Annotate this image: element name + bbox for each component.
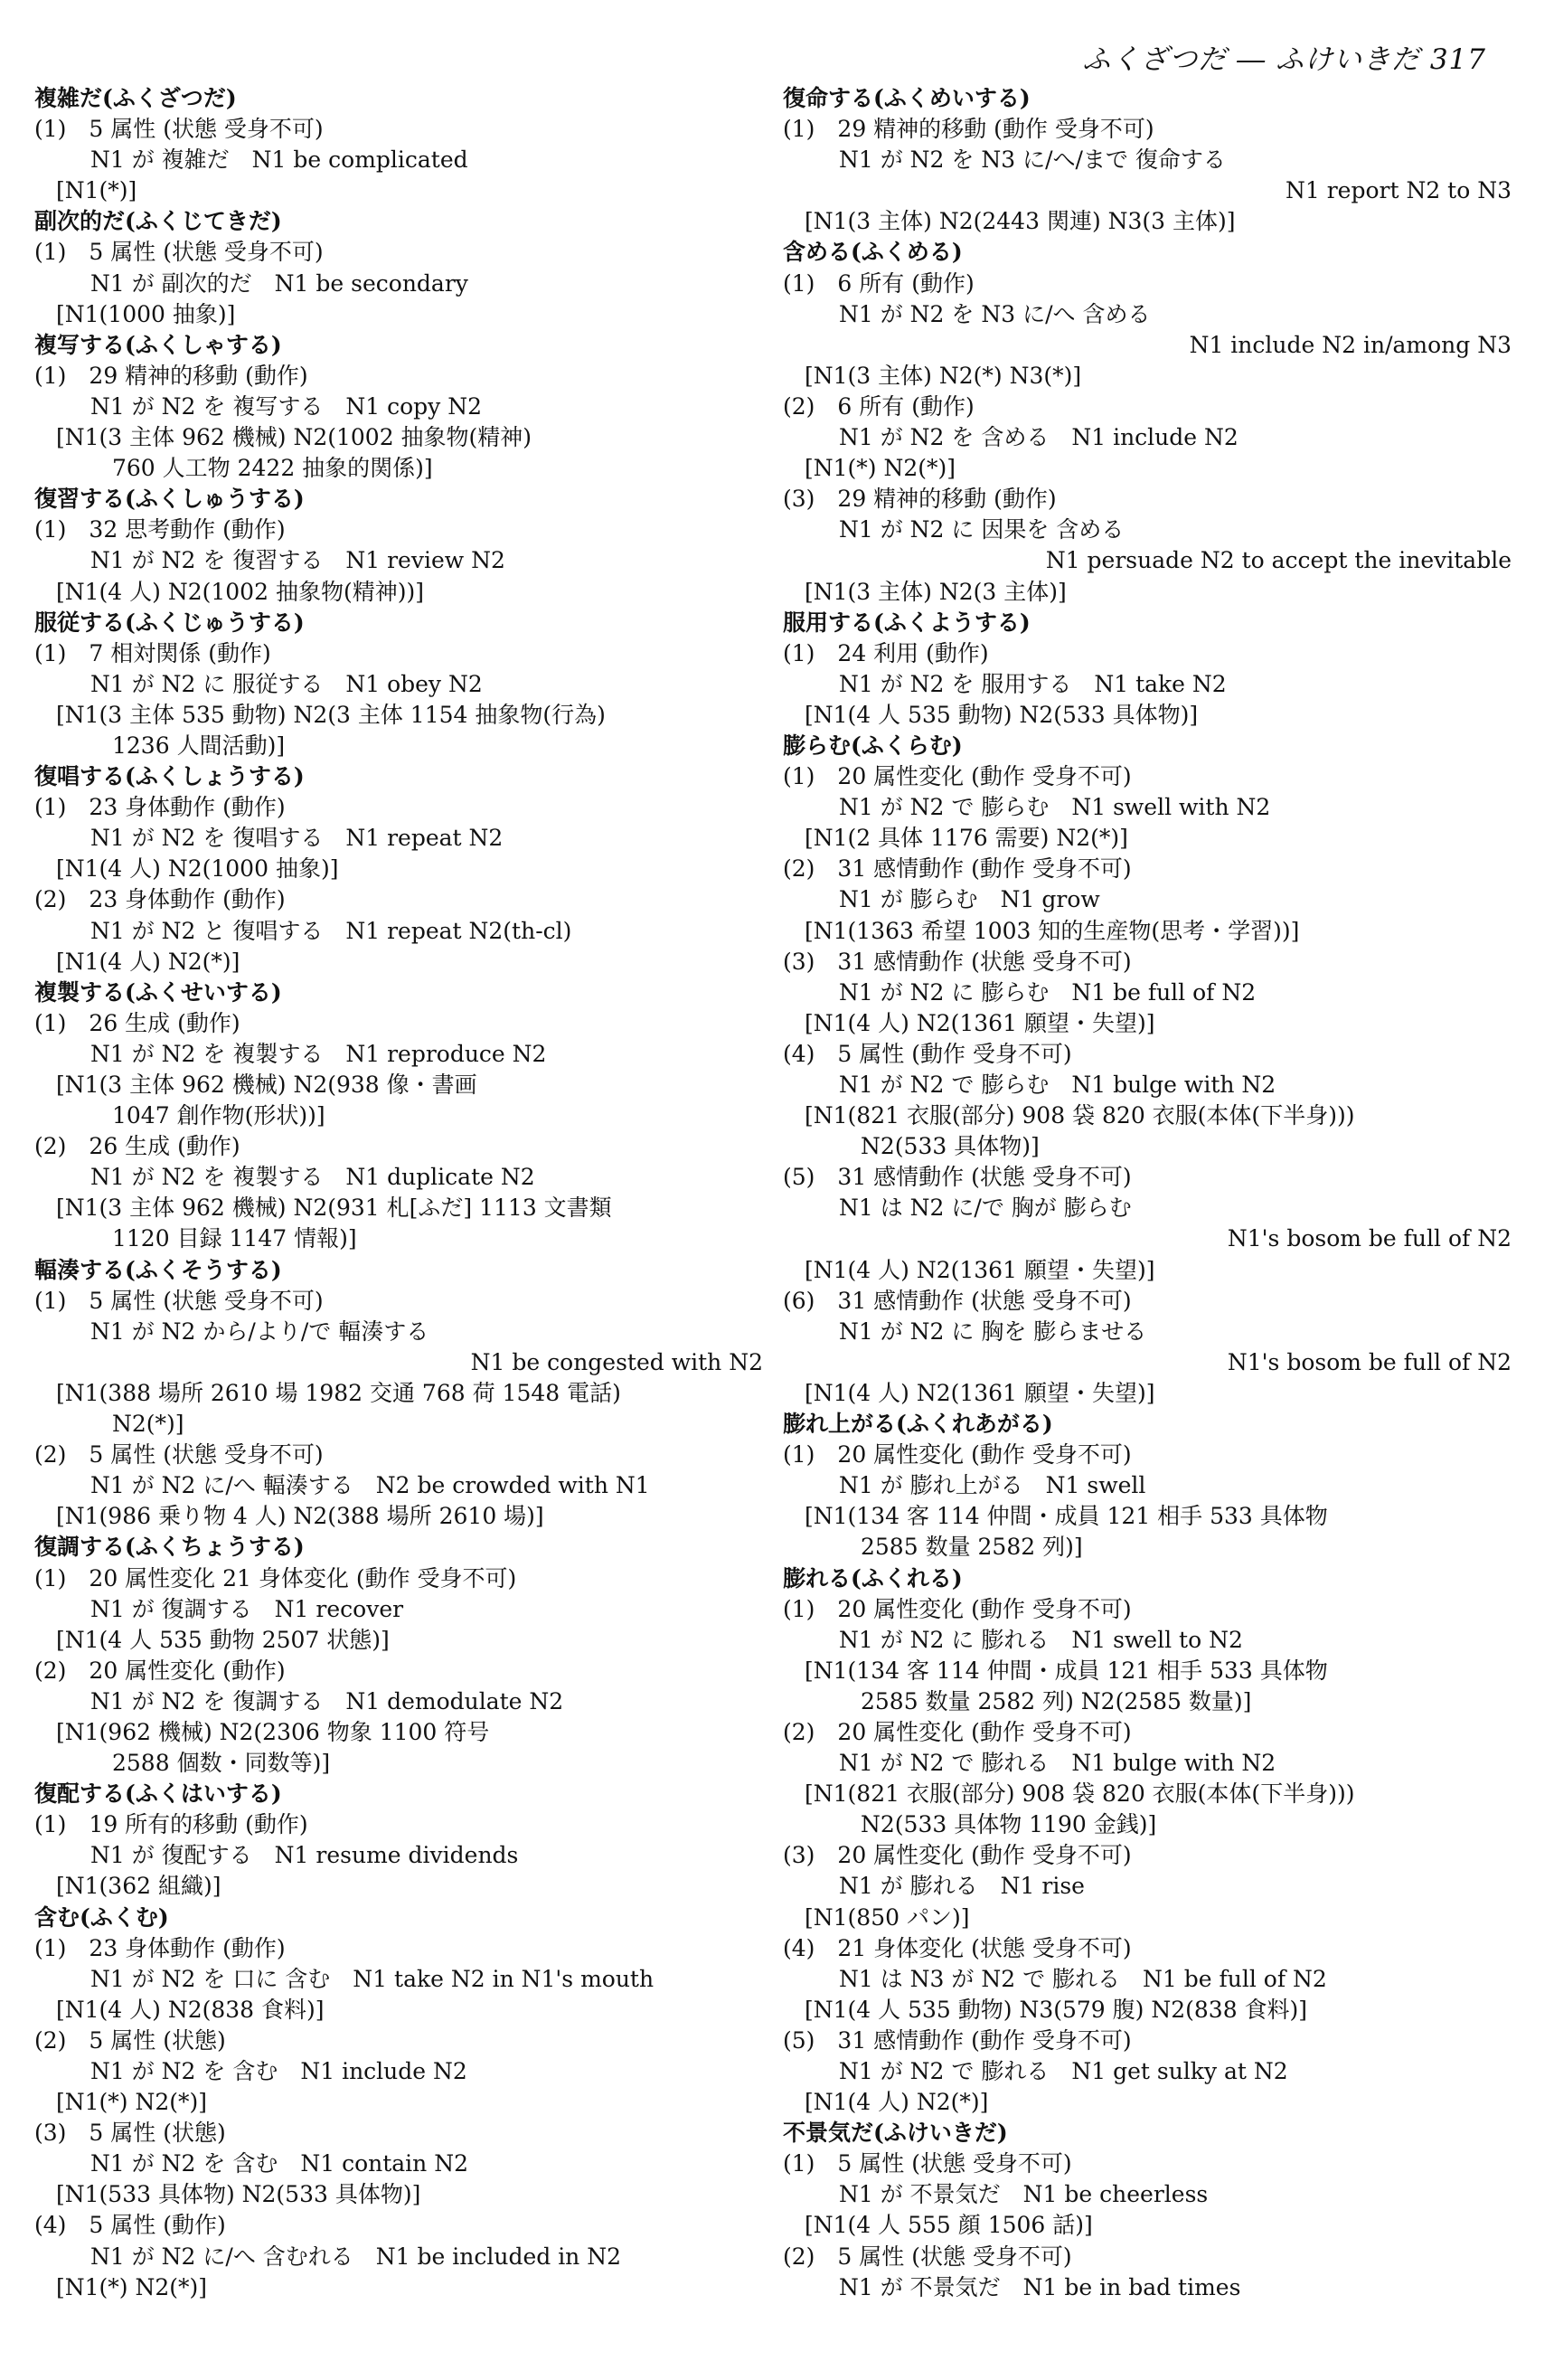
sense-line: (1) 20 属性変化 (動作 受身不可) [783,1441,1132,1469]
constraint-line: [N1(388 場所 2610 場 1982 交通 768 荷 1548 電話) [56,1379,621,1406]
constraint-line: [N1(2 具体 1176 需要) N2(*)] [805,825,1128,852]
constraint-continuation: 2585 数量 2582 列)] [861,1534,1083,1561]
pattern-line: N1 が 膨らむ N1 grow [839,886,1100,913]
sense-line: (1) 32 思考動作 (動作) [34,516,286,543]
entry-headword: 輻湊する(ふくそうする) [34,1256,282,1283]
pattern-line: N1 が N2 を N3 に/へ/まで 復命する [839,146,1226,174]
translation-line: N1 include N2 in/among N3 [1189,331,1512,358]
sense-line: (2) 26 生成 (動作) [34,1133,240,1160]
pattern-line: N1 が N2 を 含める N1 include N2 [839,424,1238,451]
pattern-line: N1 が 複雑だ N1 be complicated [90,146,468,174]
sense-line: (1) 20 属性変化 (動作 受身不可) [783,1595,1132,1622]
entry-headword: 複写する(ふくしゃする) [34,331,282,358]
sense-line: (1) 20 属性変化 (動作 受身不可) [783,763,1132,790]
pattern-line: N1 が N2 と 復唱する N1 repeat N2(th-cl) [90,917,572,944]
sense-line: (1) 5 属性 (状態 受身不可) [783,2150,1072,2177]
entry-headword: 復命する(ふくめいする) [783,85,1031,111]
constraint-line: [N1(4 人 535 動物) N2(533 具体物)] [805,701,1199,728]
constraint-line: [N1(4 人) N2(1361 願望・失望)] [805,1256,1155,1283]
pattern-line: N1 が 復調する N1 recover [90,1595,404,1622]
sense-line: (1) 29 精神的移動 (動作 受身不可) [783,116,1154,143]
pattern-line: N1 が N2 を 複製する N1 duplicate N2 [90,1164,535,1191]
pattern-line: N1 が 不景気だ N1 be cheerless [839,2181,1209,2208]
sense-line: (2) 5 属性 (状態) [34,2026,226,2054]
constraint-continuation: 2585 数量 2582 列) N2(2585 数量)] [861,1687,1252,1714]
pattern-line: N1 が N2 を 複製する N1 reproduce N2 [90,1040,547,1067]
translation-line: N1 persuade N2 to accept the inevitable [1045,547,1512,574]
sense-line: (4) 21 身体変化 (状態 受身不可) [783,1934,1132,1961]
constraint-line: [N1(4 人 535 動物 2507 状態)] [56,1626,390,1653]
entry-headword: 複雑だ(ふくざつだ) [34,85,237,111]
constraint-line: [N1(*) N2(*)] [56,2273,208,2300]
sense-line: (1) 20 属性変化 21 身体変化 (動作 受身不可) [34,1564,517,1591]
pattern-line: N1 が 副次的だ N1 be secondary [90,269,468,297]
running-header: ふくざつだ ― ふけいきだ 317 [1082,43,1486,76]
entry-headword: 服用する(ふくようする) [783,609,1031,636]
constraint-line: [N1(1000 抽象)] [56,300,236,327]
entry-headword: 膨れ上がる(ふくれあがる) [783,1411,1053,1438]
constraint-line: [N1(362 組織)] [56,1873,221,1900]
pattern-line: N1 が N2 で 膨らむ N1 bulge with N2 [839,1072,1276,1098]
constraint-line: [N1(4 人) N2(1361 願望・失望)] [805,1379,1155,1406]
entry-headword: 復習する(ふくしゅうする) [34,486,305,513]
entry-headword: 不景気だ(ふけいきだ) [783,2120,1008,2147]
sense-line: (1) 19 所有的移動 (動作) [34,1811,308,1838]
constraint-line: [N1(134 客 114 仲間・成員 121 相手 533 具体物 [805,1657,1328,1684]
constraint-line: [N1(4 人 555 顔 1506 話)] [805,2212,1093,2239]
constraint-line: [N1(3 主体) N2(2443 関連) N3(3 主体)] [805,208,1236,235]
pattern-line: N1 が N2 を 復唱する N1 repeat N2 [90,825,504,852]
sense-line: (2) 31 感情動作 (動作 受身不可) [783,855,1132,883]
translation-line: N1's bosom be full of N2 [1227,1348,1512,1375]
constraint-line: [N1(4 人) N2(838 食料)] [56,1996,325,2023]
pattern-line: N1 が N2 で 膨れる N1 get sulky at N2 [839,2058,1288,2084]
sense-line: (1) 26 生成 (動作) [34,1009,240,1036]
constraint-continuation: 1047 創作物(形状))] [112,1102,325,1129]
entry-headword: 復唱する(ふくしょうする) [34,763,305,790]
constraint-continuation: N2(*)] [112,1411,184,1438]
sense-line: (3) 29 精神的移動 (動作) [783,486,1057,513]
pattern-line: N1 が 復配する N1 resume dividends [90,1842,519,1869]
constraint-line: [N1(4 人) N2(1000 抽象)] [56,855,339,883]
sense-line: (2) 5 属性 (状態 受身不可) [34,1441,324,1469]
constraint-continuation: N2(533 具体物)] [861,1133,1040,1160]
constraint-line: [N1(533 具体物) N2(533 具体物)] [56,2181,421,2208]
pattern-line: N1 が N2 を 口に 含む N1 take N2 in N1's mouth [90,1965,655,1992]
pattern-line: N1 が N2 に/へ 含むれる N1 be included in N2 [90,2243,622,2270]
pattern-line: N1 が N2 で 膨らむ N1 swell with N2 [839,794,1271,821]
constraint-line: [N1(986 乗り物 4 人) N2(388 場所 2610 場)] [56,1503,544,1530]
constraint-line: [N1(4 人) N2(1002 抽象物(精神))] [56,578,424,605]
pattern-line: N1 が N2 に 膨らむ N1 be full of N2 [839,978,1257,1006]
entry-headword: 副次的だ(ふくじてきだ) [34,208,282,235]
entry-headword: 複製する(ふくせいする) [34,978,282,1006]
pattern-line: N1 が N2 で 膨れる N1 bulge with N2 [839,1750,1276,1777]
entry-headword: 膨らむ(ふくらむ) [783,732,963,759]
pattern-line: N1 が 膨れ上がる N1 swell [839,1472,1146,1499]
translation-line: N1's bosom be full of N2 [1227,1225,1512,1252]
sense-line: (1) 5 属性 (状態 受身不可) [34,116,324,143]
entry-headword: 服従する(ふくじゅうする) [34,609,305,636]
sense-line: (2) 23 身体動作 (動作) [34,886,286,913]
entry-headword: 含める(ふくめる) [783,239,963,266]
entry-headword: 含む(ふくむ) [34,1903,169,1931]
sense-line: (1) 23 身体動作 (動作) [34,794,286,821]
pattern-line: N1 が N2 を N3 に/へ 含める [839,300,1151,327]
constraint-line: [N1(3 主体) N2(3 主体)] [805,578,1067,605]
entry-headword: 膨れる(ふくれる) [783,1564,963,1591]
translation-line: N1 be congested with N2 [470,1348,763,1375]
pattern-line: N1 が N2 を 服用する N1 take N2 [839,670,1227,697]
pattern-line: N1 が N2 を 含む N1 include N2 [90,2058,467,2084]
translation-line: N1 report N2 to N3 [1285,177,1512,204]
pattern-line: N1 が N2 を 含む N1 contain N2 [90,2150,469,2177]
constraint-line: [N1(850 パン)] [805,1903,970,1931]
pattern-line: N1 が N2 に 服従する N1 obey N2 [90,670,483,697]
right-column [783,83,1524,2303]
constraint-line: [N1(821 衣服(部分) 908 袋 820 衣服(本体(下半身))) [805,1780,1355,1808]
pattern-line: N1 は N3 が N2 で 膨れる N1 be full of N2 [839,1965,1327,1992]
pattern-line: N1 が N2 に/へ 輻湊する N2 be crowded with N1 [90,1472,650,1499]
constraint-line: [N1(*) N2(*)] [56,2089,208,2116]
pattern-line: N1 が N2 に 因果を 含める [839,516,1125,543]
constraint-continuation: 2588 個数・同数等)] [112,1750,331,1777]
sense-line: (2) 6 所有 (動作) [783,392,975,420]
sense-line: (3) 20 属性変化 (動作 受身不可) [783,1842,1132,1869]
sense-line: (4) 5 属性 (動作) [34,2212,226,2239]
constraint-continuation: 1236 人間活動)] [112,732,286,759]
pattern-line: N1 が 不景気だ N1 be in bad times [839,2273,1241,2300]
entry-headword: 復配する(ふくはいする) [34,1780,282,1808]
sense-line: (3) 31 感情動作 (状態 受身不可) [783,948,1132,975]
sense-line: (5) 31 感情動作 (動作 受身不可) [783,2026,1132,2054]
constraint-continuation: 760 人工物 2422 抽象的関係)] [112,455,433,482]
pattern-line: N1 が N2 を 復調する N1 demodulate N2 [90,1687,564,1714]
sense-line: (3) 5 属性 (状態) [34,2120,226,2147]
sense-line: (2) 5 属性 (状態 受身不可) [783,2243,1072,2270]
sense-line: (1) 29 精神的移動 (動作) [34,362,308,389]
constraint-line: [N1(3 主体 962 機械) N2(1002 抽象物(精神) [56,424,532,451]
constraint-continuation: 1120 目録 1147 情報)] [112,1225,357,1252]
pattern-line: N1 が 膨れる N1 rise [839,1873,1085,1900]
constraint-line: [N1(3 主体 962 機械) N2(931 札[ふだ] 1113 文書類 [56,1195,612,1222]
constraint-line: [N1(134 客 114 仲間・成員 121 相手 533 具体物 [805,1503,1328,1530]
pattern-line: N1 が N2 から/より/で 輻湊する [90,1318,429,1345]
sense-line: (1) 23 身体動作 (動作) [34,1934,286,1961]
constraint-line: [N1(821 衣服(部分) 908 袋 820 衣服(本体(下半身))) [805,1102,1355,1129]
left-column [34,83,776,2303]
sense-line: (2) 20 属性変化 (動作 受身不可) [783,1718,1132,1745]
sense-line: (1) 7 相対関係 (動作) [34,639,271,666]
sense-line: (1) 24 利用 (動作) [783,639,989,666]
constraint-line: [N1(3 主体) N2(*) N3(*)] [805,362,1082,389]
sense-line: (2) 20 属性変化 (動作) [34,1657,286,1684]
sense-line: (1) 5 属性 (状態 受身不可) [34,239,324,266]
constraint-line: [N1(4 人) N2(1361 願望・失望)] [805,1009,1155,1036]
pattern-line: N1 が N2 を 複写する N1 copy N2 [90,392,482,420]
constraint-line: [N1(962 機械) N2(2306 物象 1100 符号 [56,1718,490,1745]
constraint-line: [N1(3 主体 962 機械) N2(938 像・書画 [56,1072,477,1098]
constraint-line: [N1(4 人) N2(*)] [56,948,240,975]
pattern-line: N1 が N2 に 膨れる N1 swell to N2 [839,1626,1243,1653]
pattern-line: N1 が N2 を 復習する N1 review N2 [90,547,505,574]
pattern-line: N1 が N2 に 胸を 膨らませる [839,1318,1147,1345]
sense-line: (1) 6 所有 (動作) [783,269,975,297]
sense-line: (1) 5 属性 (状態 受身不可) [34,1287,324,1314]
constraint-line: [N1(*)] [56,177,137,204]
constraint-line: [N1(1363 希望 1003 知的生産物(思考・学習))] [805,917,1300,944]
pattern-line: N1 は N2 に/で 胸が 膨らむ [839,1195,1132,1222]
sense-line: (4) 5 属性 (動作 受身不可) [783,1040,1072,1067]
entry-headword: 復調する(ふくちょうする) [34,1534,305,1561]
constraint-continuation: N2(533 具体物 1190 金銭)] [861,1811,1157,1838]
constraint-line: [N1(4 人) N2(*)] [805,2089,989,2116]
sense-line: (5) 31 感情動作 (状態 受身不可) [783,1164,1132,1191]
constraint-line: [N1(3 主体 535 動物) N2(3 主体 1154 抽象物(行為) [56,701,606,728]
constraint-line: [N1(*) N2(*)] [805,455,956,482]
constraint-line: [N1(4 人 535 動物) N3(579 腹) N2(838 食料)] [805,1996,1308,2023]
sense-line: (6) 31 感情動作 (状態 受身不可) [783,1287,1132,1314]
